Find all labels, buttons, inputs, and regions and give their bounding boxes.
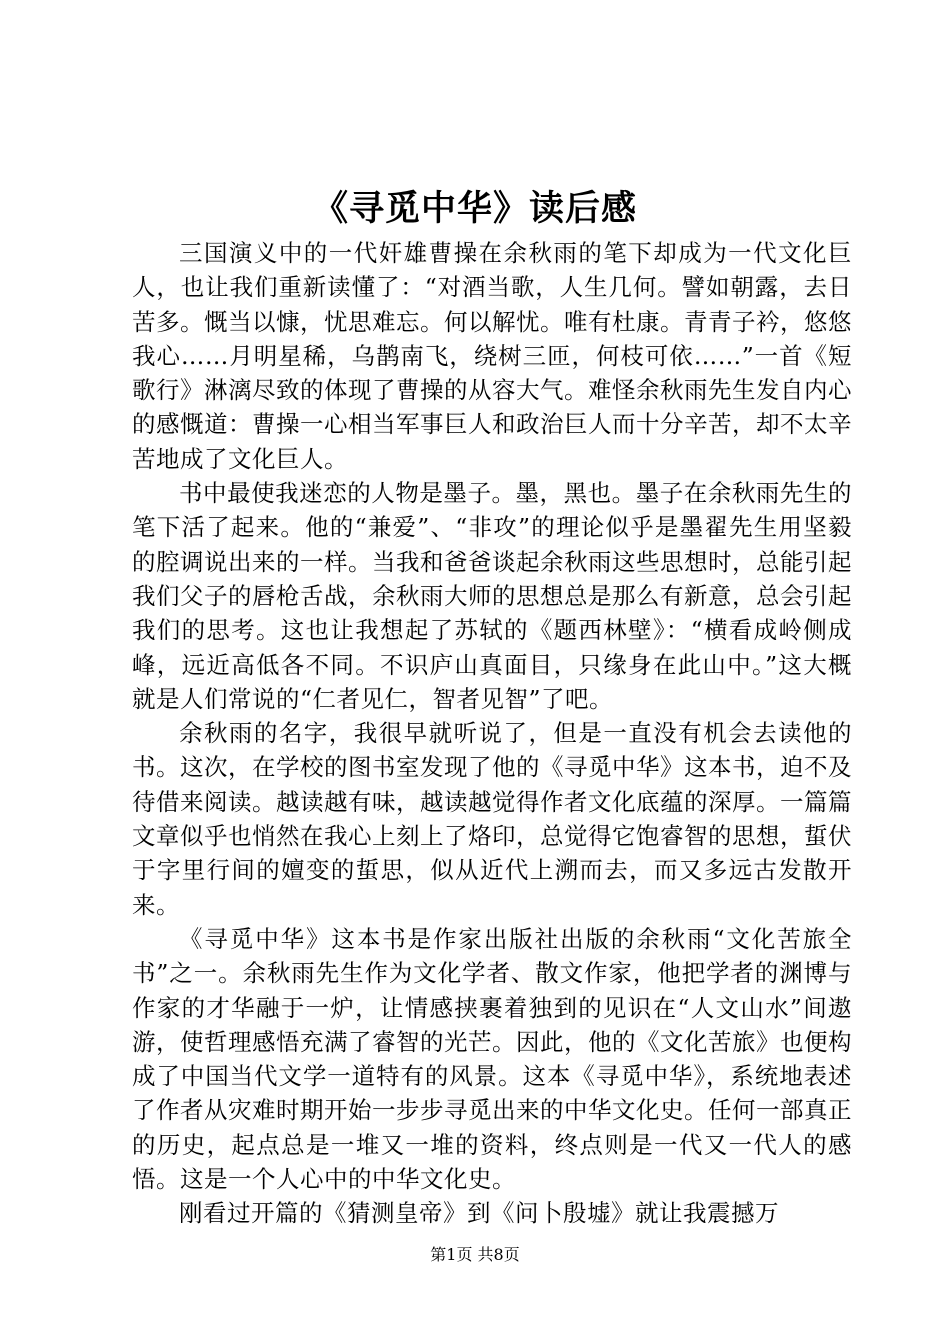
paragraph-3: 余秋雨的名字，我很早就听说了，但是一直没有机会去读他的书。这次，在学校的图书室发现了他的《寻觅中华》这本书，迫不及待借来阅读。越读越有味，越读越觉得作者文化底蕴的深厚。一篇篇文章似乎也悄然在我心上刻上了烙印，总觉得它饱睿智的思想，蜇伏于字里行间的嬗变的蜇思，似从近代上溯而去，而又多远古发散开来。 — [132, 719, 852, 919]
document-body — [132, 236, 852, 1231]
paragraph-5: 刚看过开篇的《猜测皇帝》到《问卜殷墟》就让我震撼万 — [179, 1199, 779, 1228]
paragraph-2: 书中最使我迷恋的人物是墨子。墨，黑也。墨子在余秋雨先生的笔下活了起来。他的“兼爱”、“非攻”的理论似乎是墨翟先生用坚毅的腔调说出来的一样。当我和爸爸谈起余秋雨这些思想时，总能引起我们父子的唇枪舌战，余秋雨大师的思想总是那么有新意，总会引起我们的思考。这也让我想起了苏轼的《题西林壁》：“横看成岭侧成峰，远近高低各不同。不识庐山真面目，只缘身在此山中。”这大概就是人们常说的“仁者见仁，智者见智”了吧。 — [132, 479, 852, 713]
paragraph-4: 《寻觅中华》这本书是作家出版社出版的余秋雨“文化苦旅全书”之一。余秋雨先生作为文化学者、散文作家，他把学者的渊博与作家的才华融于一炉，让情感挟裹着独到的见识在“人文山水”间遨游，使哲理感悟充满了睿智的光芒。因此，他的《文化苦旅》也便构成了中国当代文学一道特有的风景。这本《寻觅中华》，系统地表述了作者从灾难时期开始一步步寻觅出来的中华文化史。任何一部真正的历史，起点总是一堆又一堆的资料，终点则是一代又一代人的感悟。这是一个人心中的中华文化史。 — [132, 924, 852, 1194]
page-number-footer: 第1页 共8页 — [430, 1245, 520, 1264]
document-title: 《寻觅中华》读后感 — [312, 188, 637, 229]
paragraph-1: 三国演义中的一代奸雄曹操在余秋雨的笔下却成为一代文化巨人，也让我们重新读懂了：“对酒当歌，人生几何。譬如朝露，去日苦多。慨当以慷，忧思难忘。何以解忧。唯有杜康。青青子衿，悠悠我心……月明星稀，乌鹊南飞，绕树三匝，何枝可依……”一首《短歌行》淋漓尽致的体现了曹操的从容大气。难怪余秋雨先生发自内心的感慨道：曹操一心相当军事巨人和政治巨人而十分辛苦，却不太辛苦地成了文化巨人。 — [132, 239, 852, 473]
